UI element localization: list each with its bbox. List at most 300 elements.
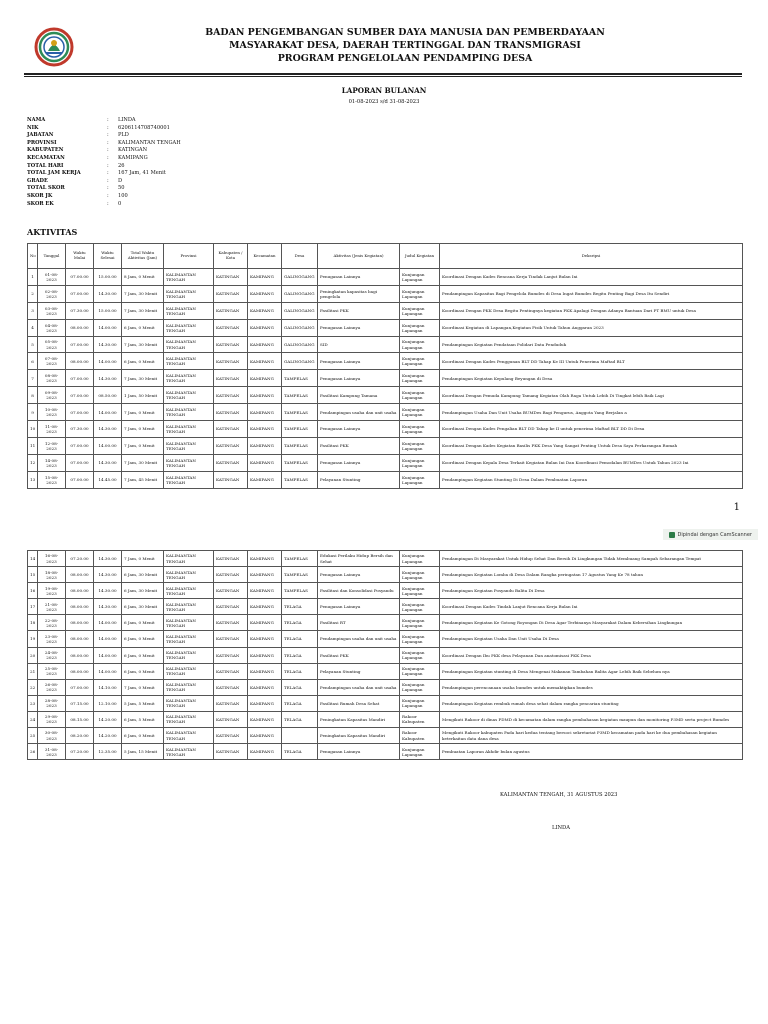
table-cell: KATINGAN: [214, 421, 248, 438]
table-cell: Kunjungan Lapangan: [400, 302, 440, 319]
table-cell: KATINGAN: [214, 615, 248, 631]
table-cell: KAMIPANG: [248, 471, 282, 488]
table-cell: 6 Jam, 5 Menit: [122, 711, 164, 727]
table-cell: Penugasan Lainnya: [318, 599, 400, 615]
table-cell: KAMIPANG: [248, 711, 282, 727]
table-cell: 08-08-2023: [38, 370, 66, 387]
table-cell: 10-08-2023: [38, 404, 66, 421]
table-cell: TELAGA: [282, 679, 318, 695]
table-cell: 24: [28, 711, 38, 727]
table-cell: 14.00.00: [94, 319, 122, 336]
table-row: [28, 711, 743, 727]
table-cell: Kunjungan Lapangan: [400, 285, 440, 302]
info-row: [27, 117, 277, 125]
table-row: [28, 353, 743, 370]
table-cell: 23: [28, 695, 38, 711]
table-cell: 17: [28, 599, 38, 615]
table-cell: Pendampingan Di Masyarakat Untuk Hidup Sehat Dan Bersih Di Lingkungan Tidak Membuang Sampah Sebarangan Tempat: [440, 551, 743, 567]
table-cell: Penugasan Lainnya: [318, 269, 400, 286]
table-cell: KAMIPANG: [248, 370, 282, 387]
table-cell: KALIMANTAN TENGAH: [164, 599, 214, 615]
column-header: Waktu Selesai: [94, 244, 122, 269]
table-cell: KALIMANTAN TENGAH: [164, 728, 214, 744]
table-cell: KALIMANTAN TENGAH: [164, 269, 214, 286]
info-separator: :: [107, 170, 109, 177]
info-value: LINDA: [118, 117, 136, 123]
table-cell: Penugasan Lainnya: [318, 454, 400, 471]
table-cell: KATINGAN: [214, 679, 248, 695]
table-cell: KAMIPANG: [248, 567, 282, 583]
table-cell: Peningkatan Kapasitas Mandiri: [318, 728, 400, 744]
table-cell: Kunjungan Lapangan: [400, 269, 440, 286]
table-row: [28, 471, 743, 488]
table-cell: 10: [28, 421, 38, 438]
table-cell: KATINGAN: [214, 353, 248, 370]
column-header: Kecamatan: [248, 244, 282, 269]
info-value: KALIMANTAN TENGAH: [118, 139, 181, 146]
table-cell: KALIMANTAN TENGAH: [164, 679, 214, 695]
table-cell: 14.00.00: [94, 615, 122, 631]
table-row: [28, 421, 743, 438]
table-cell: 14.30.00: [94, 583, 122, 599]
table-cell: 14.00.00: [94, 437, 122, 454]
table-cell: 07.00.00: [66, 404, 94, 421]
table-row: [28, 437, 743, 454]
table-cell: KALIMANTAN TENGAH: [164, 454, 214, 471]
table-cell: KALIMANTAN TENGAH: [164, 744, 214, 760]
table-cell: KATINGAN: [214, 302, 248, 319]
table-cell: 07.00.00: [66, 679, 94, 695]
table-cell: 7 Jam, 0 Menit: [122, 551, 164, 567]
table-cell: Kunjungan Lapangan: [400, 551, 440, 567]
table-cell: TAMPELAS: [282, 454, 318, 471]
table-cell: 09-08-2023: [38, 387, 66, 404]
table-cell: Kunjungan Lapangan: [400, 370, 440, 387]
table-cell: Koordinasi Dengan Pemuda Kampung Tamang Kegiatan Olah Raga Untuk Lebih Di Tingkat lebih Baik Lagi: [440, 387, 743, 404]
info-value: 50: [118, 185, 125, 192]
table-cell: KAMIPANG: [248, 615, 282, 631]
info-row: [27, 185, 277, 193]
table-cell: Pembuatan Laporan Akhdir bulan agustus: [440, 744, 743, 760]
section-title: AKTIVITAS: [27, 227, 78, 237]
table-cell: TELAGA: [282, 631, 318, 647]
table-cell: 30-08-2023: [38, 728, 66, 744]
table-cell: 08.20.00: [66, 728, 94, 744]
table-cell: KAMIPANG: [248, 353, 282, 370]
table-cell: 7 Jam, 30 Menit: [122, 285, 164, 302]
table-cell: 04-08-2023: [38, 319, 66, 336]
info-separator: :: [107, 185, 109, 192]
table-cell: Pendampingan Kapasitas Bagi Pengelola Bumdes di Desa Ingat Bumdes Begitu Penting Bagi Desa Itu Sendiri: [440, 285, 743, 302]
table-cell: KALIMANTAN TENGAH: [164, 437, 214, 454]
table-cell: 19: [28, 631, 38, 647]
table-cell: Penugasan Lainnya: [318, 370, 400, 387]
table-cell: KATINGAN: [214, 663, 248, 679]
table-cell: 01-08-2023: [38, 269, 66, 286]
table-row: [28, 567, 743, 583]
camscanner-badge: [663, 529, 759, 540]
table-cell: TAMPELAS: [282, 437, 318, 454]
activity-table-page-1: [27, 243, 743, 489]
table-cell: 08.00.00: [66, 599, 94, 615]
table-cell: KAMIPANG: [248, 404, 282, 421]
table-header-row: [28, 244, 743, 269]
table-cell: KATINGAN: [214, 728, 248, 744]
table-row: [28, 269, 743, 286]
table-cell: TAMPELAS: [282, 421, 318, 438]
table-cell: TAMPELAS: [282, 567, 318, 583]
table-cell: 15-08-2023: [38, 471, 66, 488]
table-cell: 07.20.00: [66, 551, 94, 567]
table-cell: 20: [28, 647, 38, 663]
table-cell: Kunjungan Lapangan: [400, 404, 440, 421]
table-cell: 7 Jam, 30 Menit: [122, 336, 164, 353]
table-cell: 4: [28, 319, 38, 336]
table-cell: KAMIPANG: [248, 319, 282, 336]
table-cell: Kunjungan Lapangan: [400, 679, 440, 695]
info-value: 100: [118, 192, 128, 199]
table-cell: Peningkatan Kapasitas Mandiri: [318, 711, 400, 727]
table-cell: TAMPELAS: [282, 471, 318, 488]
table-cell: KATINGAN: [214, 285, 248, 302]
table-cell: Koordinasi Dengan PKK Desa Begitu Pentingnya kegiatan PKK Apalagi Dengan Adanya Bantuan Dari PT BMU untuk Desa: [440, 302, 743, 319]
info-row: [27, 201, 277, 209]
kemendes-logo: [34, 27, 74, 67]
table-cell: 14.00.00: [94, 647, 122, 663]
table-cell: Kunjungan Lapangan: [400, 353, 440, 370]
table-cell: Fasilitasi dan Konsolidasi Posyandu: [318, 583, 400, 599]
table-cell: Mengikuti Rakoor di dinas PDMD di kecamatan dalam rangka pembahasan kegiatan maupun dan monitoring P3MD serta project Bumdes: [440, 711, 743, 727]
table-cell: KALIMANTAN TENGAH: [164, 353, 214, 370]
table-cell: 02-08-2023: [38, 285, 66, 302]
table-cell: 31-08-2023: [38, 744, 66, 760]
info-label: NAMA: [27, 117, 46, 123]
table-cell: KATINGAN: [214, 454, 248, 471]
table-cell: 07.00.00: [66, 269, 94, 286]
column-header: Kabupaten / Kota: [214, 244, 248, 269]
table-cell: Fasilitasi PKK: [318, 647, 400, 663]
table-row: [28, 302, 743, 319]
table-cell: KAMIPANG: [248, 454, 282, 471]
table-cell: 08.00.00: [66, 615, 94, 631]
table-cell: KATINGAN: [214, 319, 248, 336]
info-row: [27, 140, 277, 148]
table-cell: Kunjungan Lapangan: [400, 454, 440, 471]
table-cell: 14.00.00: [94, 631, 122, 647]
info-label: TOTAL HARI: [27, 162, 64, 169]
table-cell: 7 Jam, 0 Menit: [122, 421, 164, 438]
table-cell: 23-08-2023: [38, 631, 66, 647]
table-cell: 14.30.00: [94, 567, 122, 583]
table-cell: TAMPELAS: [282, 387, 318, 404]
table-cell: 25: [28, 728, 38, 744]
table-cell: Fasilitasi PKK: [318, 437, 400, 454]
table-cell: KATINGAN: [214, 551, 248, 567]
info-row: [27, 125, 277, 133]
table-cell: 14.00.00: [94, 663, 122, 679]
table-cell: 14: [28, 551, 38, 567]
table-row: [28, 615, 743, 631]
table-cell: 07.00.00: [66, 336, 94, 353]
table-cell: Koordinasi Dengan Ibu PKK desa Pelayanan Dan anatomisasi PKK Desa: [440, 647, 743, 663]
table-cell: Edukasi Perilaku Hidup Bersih dan Sehat: [318, 551, 400, 567]
table-cell: KAMIPANG: [248, 437, 282, 454]
table-cell: Fasilitasi Rumah Desa Sehat: [318, 695, 400, 711]
table-cell: KAMIPANG: [248, 285, 282, 302]
table-cell: Mengikuti Rakoor kabupaten Pada hari kedua tentang bersoci sekretariat P3MD kecamatan pada hari ke dua pembahasan kegiatan keterkaitan data dana desa: [440, 728, 743, 744]
table-cell: Koordinasi Dengan Kades Rencana Kerja Tindak Lanjut Bulan Ini: [440, 269, 743, 286]
table-row: [28, 663, 743, 679]
table-cell: KALIMANTAN TENGAH: [164, 336, 214, 353]
table-cell: KAMIPANG: [248, 583, 282, 599]
table-cell: KATINGAN: [214, 471, 248, 488]
table-cell: 22-08-2023: [38, 615, 66, 631]
table-cell: KAMIPANG: [248, 663, 282, 679]
table-cell: 15.00.00: [94, 302, 122, 319]
signer-name: LINDA: [552, 825, 570, 831]
info-separator: :: [107, 117, 109, 123]
table-cell: KAMIPANG: [248, 695, 282, 711]
camscanner-icon: [669, 532, 675, 538]
table-cell: Pendampingan Kegiatan Kepulang Beyungan di Desa: [440, 370, 743, 387]
table-cell: 07.00.00: [66, 437, 94, 454]
table-cell: KALIMANTAN TENGAH: [164, 567, 214, 583]
table-cell: 14.20.00: [94, 711, 122, 727]
table-cell: 07.00.00: [66, 454, 94, 471]
table-cell: GALINGGANG: [282, 269, 318, 286]
table-cell: TELAGA: [282, 695, 318, 711]
report-title: LAPORAN BULANAN: [341, 86, 427, 95]
table-cell: 6 Jam, 0 Menit: [122, 615, 164, 631]
info-row: [27, 147, 277, 155]
table-cell: KAMIPANG: [248, 679, 282, 695]
table-cell: Kunjungan Lapangan: [400, 319, 440, 336]
info-value: KAMIPANG: [118, 154, 148, 161]
info-row: [27, 178, 277, 186]
table-cell: Pendampingan Kegiatan rembuk rumah desa sehat dalam rangka pencarian stunting: [440, 695, 743, 711]
table-row: [28, 454, 743, 471]
table-cell: 08.50.00: [94, 387, 122, 404]
table-cell: 14.30.00: [94, 551, 122, 567]
table-cell: 07.20.00: [66, 744, 94, 760]
table-cell: Kunjungan Lapangan: [400, 599, 440, 615]
table-cell: Pendampingan Kegiatan stunting di Desa Mengenai Makanan Tambahan Balita Agar Lebih Baik Sebelum nya: [440, 663, 743, 679]
table-cell: Kunjungan Lapangan: [400, 437, 440, 454]
table-cell: TELAGA: [282, 647, 318, 663]
table-cell: Penugasan Lainnya: [318, 353, 400, 370]
table-cell: KALIMANTAN TENGAH: [164, 471, 214, 488]
table-cell: 5 Jam, 15 Menit: [122, 744, 164, 760]
table-row: [28, 336, 743, 353]
table-cell: 14.30.00: [94, 421, 122, 438]
table-cell: Pendampingan Kegiatan Usaha Dan Unit Usaha Di Desa: [440, 631, 743, 647]
table-cell: 07.15.00: [66, 695, 94, 711]
table-cell: 7 Jam, 30 Menit: [122, 302, 164, 319]
table-cell: Koordinasi Dengan Kepala Desa Terkait Kegiatan Bulan Ini Dan Koordinasi Pemodalan BUMDes Untuk Tahun 2023 Ini: [440, 454, 743, 471]
table-cell: KATINGAN: [214, 269, 248, 286]
table-cell: KATINGAN: [214, 744, 248, 760]
table-cell: Pelayanan Stunting: [318, 471, 400, 488]
table-cell: Pendampingan Kegiatan Posyandu Balita Di Desa: [440, 583, 743, 599]
table-cell: 21: [28, 663, 38, 679]
info-separator: :: [107, 147, 109, 154]
table-cell: 9: [28, 404, 38, 421]
info-separator: :: [107, 154, 109, 161]
header-line-2: MASYARAKAT DESA, DAERAH TERTINGGAL DAN TRANSMIGRASI: [229, 40, 581, 51]
table-cell: [282, 728, 318, 744]
table-cell: Pendampingan Kegiatan Ke Gotong Royongan Di Desa Agar Terbinanya Masyarakat Dalam Kebersihan Lingkungan: [440, 615, 743, 631]
table-cell: Koordinasi Dengan Kades Kegiatan Basilis PKK Desa Yang Sangat Penting Untuk Desa Saya Perkarangan Rumah: [440, 437, 743, 454]
table-cell: 14.30.00: [94, 285, 122, 302]
table-cell: TELAGA: [282, 599, 318, 615]
column-header: No: [28, 244, 38, 269]
table-cell: 29-08-2023: [38, 711, 66, 727]
info-label: TOTAL SKOR: [27, 185, 65, 192]
table-cell: KALIMANTAN TENGAH: [164, 551, 214, 567]
table-cell: 14.20.00: [94, 728, 122, 744]
table-cell: KALIMANTAN TENGAH: [164, 631, 214, 647]
table-cell: Kunjungan Lapangan: [400, 744, 440, 760]
table-cell: KALIMANTAN TENGAH: [164, 583, 214, 599]
table-row: [28, 647, 743, 663]
info-value: 0: [118, 200, 122, 207]
table-cell: Peningkatan kapasitas bagi pengelola: [318, 285, 400, 302]
table-cell: KATINGAN: [214, 567, 248, 583]
table-cell: 6 Jam, 0 Menit: [122, 631, 164, 647]
info-row: [27, 193, 277, 201]
table-cell: Pendampingan Kegiatan Lomba di Desa Dalam Rangka peringatan 17 Agustus Yang Ke 78 tahun: [440, 567, 743, 583]
table-cell: 08.00.00: [66, 567, 94, 583]
table-row: [28, 551, 743, 567]
column-header: Waktu Mulai: [66, 244, 94, 269]
table-cell: KATINGAN: [214, 370, 248, 387]
info-label: KABUPATEN: [27, 147, 64, 154]
table-cell: 14.30.00: [94, 370, 122, 387]
table-cell: KAMIPANG: [248, 336, 282, 353]
info-separator: :: [107, 200, 109, 207]
table-cell: KALIMANTAN TENGAH: [164, 615, 214, 631]
table-cell: 6: [28, 353, 38, 370]
table-cell: 14.30.00: [94, 599, 122, 615]
table-cell: 16: [28, 583, 38, 599]
column-header: Deksripsi: [440, 244, 743, 269]
table-cell: 08.00.00: [66, 583, 94, 599]
info-label: PROVINSI: [27, 139, 57, 146]
table-cell: KAMIPANG: [248, 728, 282, 744]
table-cell: KAMIPANG: [248, 744, 282, 760]
table-cell: 5: [28, 336, 38, 353]
info-separator: :: [107, 124, 109, 131]
table-cell: Pendampingan Kegiatan Pendataan Polidari Data Penduduk: [440, 336, 743, 353]
table-row: [28, 404, 743, 421]
table-cell: KATINGAN: [214, 695, 248, 711]
table-cell: 1 Jam, 50 Menit: [122, 387, 164, 404]
table-cell: Koordinasi Dengan Kades Tindak Lanjut Rencana Kerja Bulan Ini: [440, 599, 743, 615]
table-cell: KALIMANTAN TENGAH: [164, 370, 214, 387]
table-cell: KATINGAN: [214, 631, 248, 647]
table-cell: TELAGA: [282, 663, 318, 679]
table-cell: Pelayanan Stunting: [318, 663, 400, 679]
table-cell: 07.00.00: [66, 471, 94, 488]
column-header: Judul Kegiatan: [400, 244, 440, 269]
table-cell: 7 Jam, 0 Menit: [122, 437, 164, 454]
info-label: SKOR JK: [27, 192, 53, 199]
table-cell: Kunjungan Lapangan: [400, 695, 440, 711]
table-row: [28, 631, 743, 647]
page-number: 1: [733, 502, 740, 513]
column-header: Total Waktu Aktivitas (Jam): [122, 244, 164, 269]
info-row: [27, 163, 277, 171]
table-cell: 14.00.00: [94, 404, 122, 421]
info-value: KATINGAN: [118, 147, 148, 154]
table-cell: Pendampingan Kegiatan Stunting Di Desa Dalam Pembuatan Laporan: [440, 471, 743, 488]
header-divider: [24, 73, 742, 75]
table-cell: TELAGA: [282, 711, 318, 727]
table-cell: 6 Jam, 0 Menit: [122, 728, 164, 744]
table-cell: TAMPELAS: [282, 583, 318, 599]
table-cell: 7 Jam, 30 Menit: [122, 454, 164, 471]
table-cell: Fasilitasi Kampung Tamana: [318, 387, 400, 404]
info-separator: :: [107, 139, 109, 146]
report-period: 01-08-2023 s/d 31-08-2023: [348, 99, 420, 105]
table-cell: Kunjungan Lapangan: [400, 421, 440, 438]
table-cell: GALINGGANG: [282, 285, 318, 302]
place-date: KALIMANTAN TENGAH, 31 AGUSTUS 2023: [500, 792, 618, 798]
table-cell: TAMPELAS: [282, 551, 318, 567]
table-cell: 03-08-2023: [38, 302, 66, 319]
table-cell: KALIMANTAN TENGAH: [164, 421, 214, 438]
table-cell: 14.45.00: [94, 471, 122, 488]
table-cell: 6 Jam, 0 Menit: [122, 353, 164, 370]
table-cell: 08.00.00: [66, 353, 94, 370]
table-cell: 5 Jam, 5 Menit: [122, 695, 164, 711]
table-cell: 16-08-2023: [38, 551, 66, 567]
info-row: [27, 155, 277, 163]
table-cell: KATINGAN: [214, 404, 248, 421]
table-cell: 07.00.00: [66, 285, 94, 302]
table-cell: Pendampingan usaha dan unit usaha: [318, 631, 400, 647]
table-cell: 26-08-2023: [38, 679, 66, 695]
table-cell: Pendampingan Usaha Dan Unit Usaha BUMDes Bagi Pengurus, Anggota Yang Berjalan a: [440, 404, 743, 421]
info-label: TOTAL JAM KERJA: [27, 170, 81, 177]
table-cell: 25-08-2023: [38, 663, 66, 679]
table-cell: Fasilitasi PKK: [318, 302, 400, 319]
table-cell: 15.00.00: [94, 269, 122, 286]
table-cell: 13: [28, 471, 38, 488]
table-cell: Penugasan Lainnya: [318, 744, 400, 760]
table-cell: KAMIPANG: [248, 269, 282, 286]
table-row: [28, 744, 743, 760]
table-row: [28, 695, 743, 711]
table-cell: Pendampingan perencanaan usaha bumdes untuk memaktipkan bumdes: [440, 679, 743, 695]
table-cell: 07.00.00: [66, 370, 94, 387]
table-cell: 12.10.00: [94, 695, 122, 711]
info-separator: :: [107, 162, 109, 169]
table-cell: 6 Jam, 0 Menit: [122, 319, 164, 336]
table-cell: Penugasan Lainnya: [318, 421, 400, 438]
table-cell: 2: [28, 285, 38, 302]
camscanner-label: Dipindai dengan CamScanner: [677, 531, 752, 538]
table-cell: Fasilitasi RT: [318, 615, 400, 631]
table-cell: TELAGA: [282, 744, 318, 760]
table-cell: Penugasan Lainnya: [318, 567, 400, 583]
table-row: [28, 728, 743, 744]
info-label: NIK: [27, 124, 39, 131]
table-cell: 14-08-2023: [38, 454, 66, 471]
table-cell: 8 Jam, 0 Menit: [122, 269, 164, 286]
employee-info: [27, 117, 277, 208]
info-label: KECAMATAN: [27, 154, 65, 161]
